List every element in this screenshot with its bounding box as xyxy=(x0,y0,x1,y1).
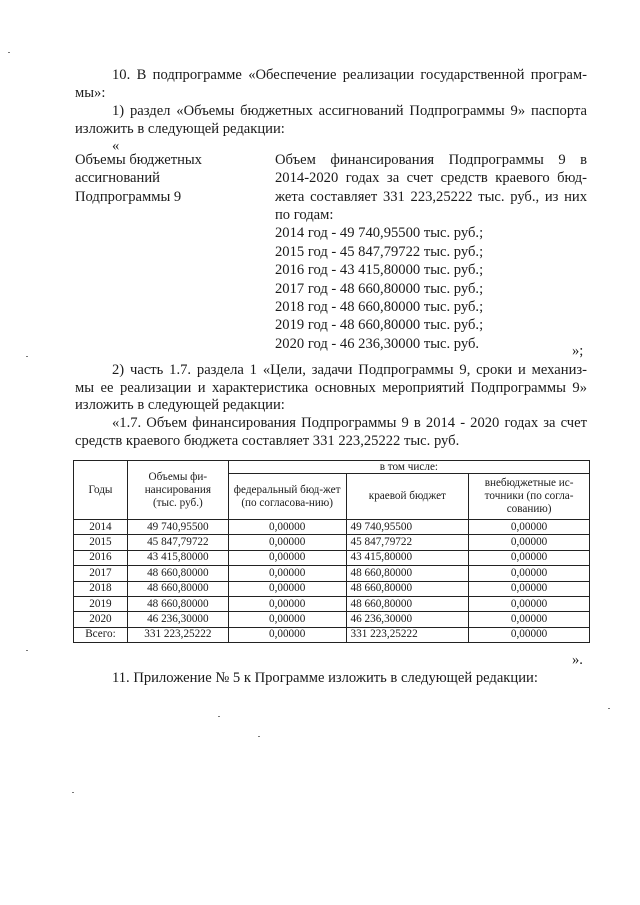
header-including: в том числе: xyxy=(228,461,589,474)
header-extra: внебюджетные ис-точники (по согла-сованию) xyxy=(469,474,590,520)
cell-federal: 0,00000 xyxy=(228,596,346,611)
header-regional: краевой бюджет xyxy=(346,474,469,520)
cell-total: 45 847,79722 xyxy=(127,535,228,550)
table-total-row xyxy=(74,627,590,642)
table-row xyxy=(74,566,590,581)
financing-table xyxy=(73,460,590,643)
passport-year-line: 2019 год - 48 660,80000 тыс. руб.; xyxy=(275,317,484,334)
passport-left-line: Подпрограммы 9 xyxy=(75,188,182,205)
cell-regional: 45 847,79722 xyxy=(346,535,469,550)
cell-extra: 0,00000 xyxy=(469,550,590,565)
item2-quote-line1: «1.7. Объем финансирования Подпрограммы 9 в 2014 - 2020 годах за счет xyxy=(112,415,587,431)
scan-speck xyxy=(8,52,10,53)
cell-year: 2016 xyxy=(74,550,128,565)
cell-regional: 49 740,95500 xyxy=(346,520,469,535)
passport-right-intro xyxy=(275,151,587,206)
cell-total: 46 236,30000 xyxy=(127,612,228,627)
cell-regional: 48 660,80000 xyxy=(346,596,469,611)
table-close-quote: ». xyxy=(572,652,583,668)
header-years: Годы xyxy=(74,461,128,520)
item10-subitem1-line2: изложить в следующей редакции: xyxy=(75,121,285,137)
cell-extra: 0,00000 xyxy=(469,566,590,581)
cell-total: 48 660,80000 xyxy=(127,581,228,596)
item10-subitem1-line1: 1) раздел «Объемы бюджетных ассигнований Подпрограммы 9» паспорта xyxy=(112,103,587,119)
cell-regional: 331 223,25222 xyxy=(346,627,469,642)
item2-line2: мы ее реализации и характеристика основных мероприятий Подпрограммы 9» xyxy=(75,380,587,396)
open-quote: « xyxy=(112,138,120,154)
cell-federal: 0,00000 xyxy=(228,535,346,550)
table-row xyxy=(74,520,590,535)
item11-line: 11. Приложение № 5 к Программе изложить в следующей редакции: xyxy=(112,670,538,686)
scan-speck xyxy=(608,708,610,709)
cell-regional: 46 236,30000 xyxy=(346,612,469,627)
passport-intro-line: Объем финансирования Подпрограммы 9 в xyxy=(275,152,587,168)
cell-year: 2018 xyxy=(74,581,128,596)
cell-year: 2014 xyxy=(74,520,128,535)
passport-year-line: 2018 год - 48 660,80000 тыс. руб.; xyxy=(275,299,484,316)
cell-regional: 48 660,80000 xyxy=(346,566,469,581)
cell-federal: 0,00000 xyxy=(228,520,346,535)
passport-year-line: 2014 год - 49 740,95500 тыс. руб.; xyxy=(275,225,484,242)
header-volume: Объемы фи-нансирования (тыс. руб.) xyxy=(127,461,228,520)
cell-federal: 0,00000 xyxy=(228,566,346,581)
item2-quote-line2: средств краевого бюджета составляет 331 223,25222 тыс. руб. xyxy=(75,433,460,449)
cell-total-label: Всего: xyxy=(74,627,128,642)
table-row xyxy=(74,535,590,550)
header-federal: федеральный бюд-жет (по согласова-нию) xyxy=(228,474,346,520)
table-row xyxy=(74,596,590,611)
passport-intro-line: жета составляет 331 223,25222 тыс. руб., из них xyxy=(275,188,587,205)
cell-year: 2019 xyxy=(74,596,128,611)
item2-line1: 2) часть 1.7. раздела 1 «Цели, задачи Подпрограммы 9, сроки и механиз- xyxy=(112,362,587,378)
scan-speck xyxy=(26,356,28,357)
cell-extra: 0,00000 xyxy=(469,535,590,550)
cell-total: 49 740,95500 xyxy=(127,520,228,535)
passport-left-label xyxy=(75,151,202,206)
cell-regional: 43 415,80000 xyxy=(346,550,469,565)
cell-year: 2015 xyxy=(74,535,128,550)
table-row xyxy=(74,581,590,596)
passport-right-years xyxy=(275,206,483,353)
passport-year-line: 2020 год - 46 236,30000 тыс. руб. xyxy=(275,335,480,352)
table-header-row xyxy=(74,461,590,474)
scan-speck xyxy=(72,792,74,793)
table-row xyxy=(74,612,590,627)
cell-federal: 0,00000 xyxy=(228,550,346,565)
item10-line2: мы»: xyxy=(75,85,106,101)
cell-extra: 0,00000 xyxy=(469,581,590,596)
scan-speck xyxy=(26,650,28,651)
passport-close-quote: »; xyxy=(572,343,584,359)
item10-line1: 10. В подпрограмме «Обеспечение реализации государственной програм- xyxy=(112,67,587,83)
scan-speck xyxy=(218,716,220,717)
cell-extra: 0,00000 xyxy=(469,596,590,611)
cell-extra: 0,00000 xyxy=(469,520,590,535)
cell-federal: 0,00000 xyxy=(228,581,346,596)
passport-year-line: 2015 год - 45 847,79722 тыс. руб.; xyxy=(275,243,484,260)
cell-total: 43 415,80000 xyxy=(127,550,228,565)
cell-total: 48 660,80000 xyxy=(127,596,228,611)
scan-speck xyxy=(258,736,260,737)
cell-total: 48 660,80000 xyxy=(127,566,228,581)
cell-federal: 0,00000 xyxy=(228,627,346,642)
passport-left-line: Объемы бюджетных xyxy=(75,152,202,168)
cell-federal: 0,00000 xyxy=(228,612,346,627)
cell-year: 2020 xyxy=(74,612,128,627)
passport-intro-line: 2014-2020 годах за счет средств краевого бюд- xyxy=(275,170,587,187)
passport-year-line: 2017 год - 48 660,80000 тыс. руб.; xyxy=(275,280,484,297)
cell-extra: 0,00000 xyxy=(469,627,590,642)
passport-year-line: 2016 год - 43 415,80000 тыс. руб.; xyxy=(275,262,484,279)
item2-line3: изложить в следующей редакции: xyxy=(75,397,285,413)
cell-extra: 0,00000 xyxy=(469,612,590,627)
table-row xyxy=(74,550,590,565)
cell-year: 2017 xyxy=(74,566,128,581)
passport-intro-line: по годам: xyxy=(275,207,334,223)
cell-regional: 48 660,80000 xyxy=(346,581,469,596)
cell-total: 331 223,25222 xyxy=(127,627,228,642)
passport-left-line: ассигнований xyxy=(75,170,160,187)
